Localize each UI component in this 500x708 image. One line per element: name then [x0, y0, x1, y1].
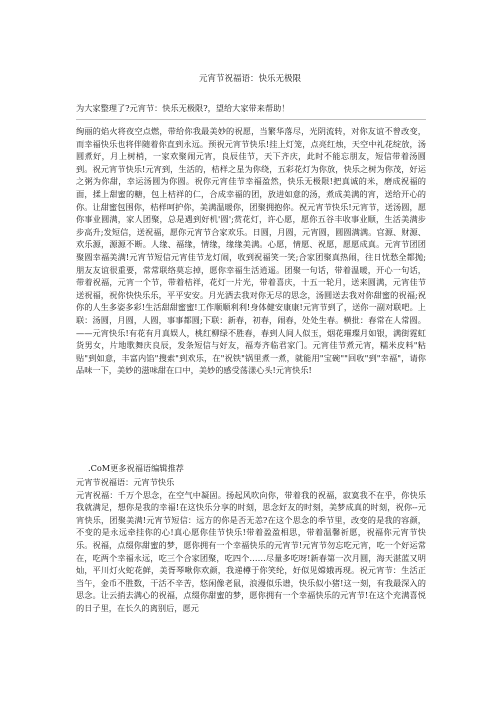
- page-title: 元宵节祝福语：快乐无极限: [198, 74, 301, 84]
- section-block: [76, 476, 426, 615]
- section-body: 元宵祝福：千万个思念，在空气中凝固。扬起风吹向你，带着我的祝福，寂寞我不在乎，你快乐我就满足，想你是我的幸福!在这快乐分享的时刻，思念好友的时刻，美梦成真的时刻，祝你--元宵快乐，团聚美满!元宵节短信：远方的你是否无恙?在这个思念的季节里，改变的是我的容颜，不变的是永远牵挂你的心!真心愿你佳节快乐!带着盈盈相思，带着温馨祈愿，祝福你元宵节快乐。祝福，点缀你甜蜜的梦，愿你拥有一个幸福快乐的元宵节!元宵节勿忘吃元宵，吃一个好运常在，吃两个幸福永远，吃三个合家团聚，吃四个……尽量多吃呀!新春第一次月圆，海天湛蓝又明灿，平川灯火蛇花鲜，美胥琴啾你欢颜，我递樽于你笑纶，好似见嫦娥再现。祝元宵节：生活正当午，金币不胜数，干活不辛苦，悠闲像老鼠，浪漫似乐谱，快乐似小猪!这一刻，有我最深入的思念。让云捎去满心的祝福，点缀你甜蜜的梦，愿你拥有一个幸福快乐的元宵节!在这个充满喜悦的日子里，在长久的离别后，愿元: [76, 489, 426, 613]
- more-link[interactable]: .CoM更多祝福语编辑推荐: [88, 463, 184, 473]
- intro-text: 为大家整理了?元宵节：快乐无极限?，望给大家带来帮助！: [76, 103, 290, 113]
- article-paragraph: 绚丽的焰火将夜空点燃，带给你我最美妙的祝愿，当繁华落尽，光阴流转，对你友谊不曾改变，而幸福快乐也将伴随着你直到永远。预祝元宵节快乐!挂上灯笼，点亮红烛，天空中礼花绽放，汤圆煮好，月上树梢，一家欢聚闹元宵，良辰佳节，天下齐庆，此时不能忘朋友，短信带着汤圆到。祝元宵节快乐!元宵到，生活的，桔样之星为你绕，五彩花灯为你放，快乐之树为你茂，好运之粥为你甜，幸运汤圆为你圆。祝你元宵佳节幸福盈然，快乐无极限!把真诚的米，磨成祝福的面，揉上甜蜜的糖，包上桔祥的仁，合成幸福的团，放进如意的汤，煮成美满的宵，送给开心的你。让甜蜜包围你，桔样呵护你，美满温暖你，团聚拥抱你。祝元宵节快乐!元宵节，送汤圆，愿你事业圆满，家人团聚，总是遇到好机'圆';赏花灯，许心愿，愿你五谷丰收事业顺，生活美满步步高升;发短信，送祝福，愿你元宵节合家欢乐。日圆，月圆，元宵圆，圆圆满满。官源、财源、欢乐源，源源不断。人缘、福缘，情缘，缘缘美满。心愿，情愿、祝愿，愿愿成真。元宵节团团聚圆幸福美满!元宵节短信元宵佳节龙灯闹，收到祝福笑一笑;合家团聚真热闹，往日忧愁全都抛;朋友友谊很重要，常常联络莫忘掉，愿你幸福生活逍遥。团聚一句话，带着温暖，开心一句话，带着祝福，元宵一个节，带着桔祥，花灯一片光，带着喜庆，十五一轮月，送来圆满，元宵佳节送祝福，祝你快快乐乐，平平安安。月光洒去我对你无尽的思念，汤圆送去我对你甜蜜的祝福;祝你的人生多姿多彩!生活甜甜蜜蜜!工作顺顺利利!身体健安康康!元宵节到了，送你一副对联吧。上联：汤圆，月圆，人圆，事事都圆;下联：新春，初春，闹春，处处生春。横批：春常在人常圆。——元宵快乐!有花有月真娱人，桃红柳绿不胜春，春到人间人似玉，烟花璀璨月如银，满街霓虹货男女，片地歌舞庆良辰，发条短信与好友，福寿齐临君家门。元宵佳节煮元宵，糯米皮料"粘贴"到如意，丰富内馅"搜索"到欢乐，在"祝铁"锅里煮一煮，就能用"宝碗""回收"到"幸福"，请你品味一下，美妙的滋味甜在口中，美妙的感受荡漾心头!元宵快乐!: [76, 126, 426, 376]
- section-title: 元宵节祝福语：元宵节快乐: [76, 477, 175, 487]
- article-body: [76, 125, 426, 377]
- divider: [76, 119, 426, 120]
